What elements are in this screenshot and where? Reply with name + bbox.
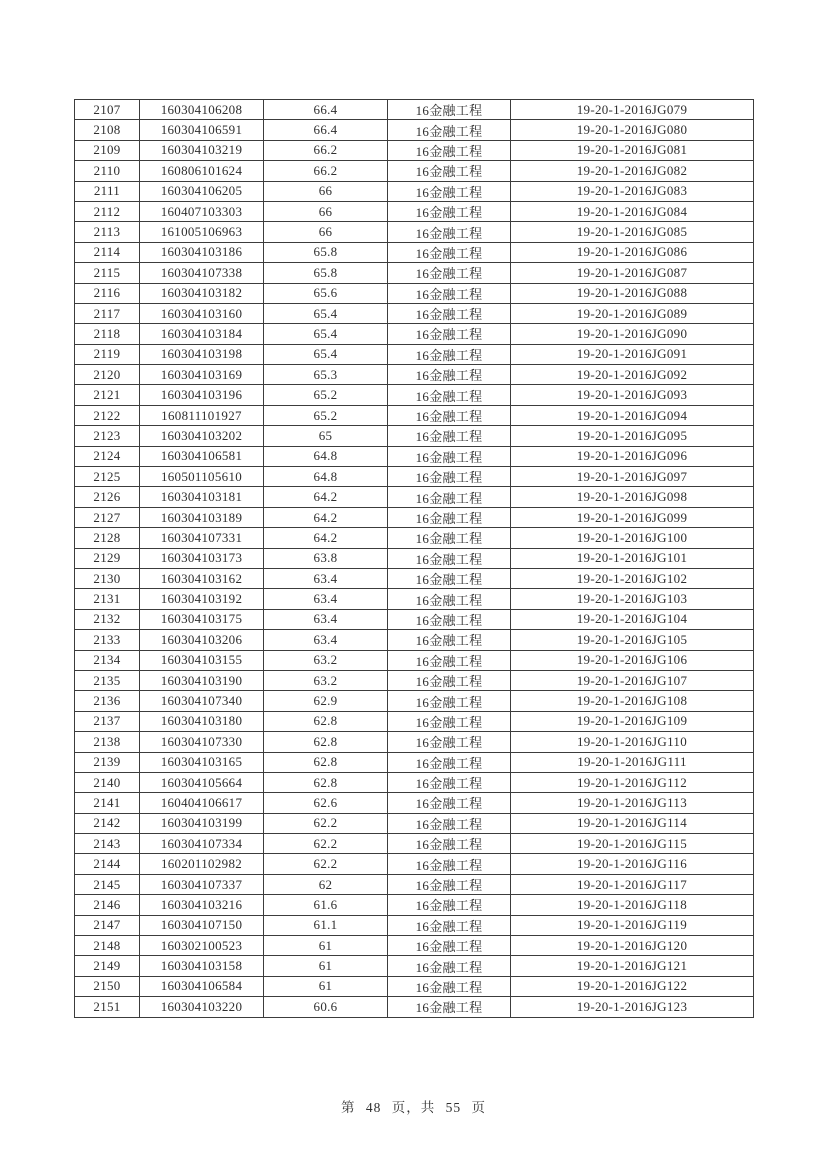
cell-student-id: 160404106617 xyxy=(140,793,264,813)
cell-serial: 2124 xyxy=(75,446,140,466)
table-row xyxy=(75,161,754,181)
cell-serial: 2128 xyxy=(75,528,140,548)
cell-major: 16金融工程 xyxy=(388,670,511,690)
table-row xyxy=(75,568,754,588)
cell-major: 16金融工程 xyxy=(388,915,511,935)
cell-certificate-no: 19-20-1-2016JG091 xyxy=(511,344,754,364)
cell-major: 16金融工程 xyxy=(388,405,511,425)
table-row xyxy=(75,528,754,548)
table-row xyxy=(75,936,754,956)
table-row xyxy=(75,140,754,160)
cell-major: 16金融工程 xyxy=(388,936,511,956)
cell-student-id: 160304105664 xyxy=(140,772,264,792)
table-row xyxy=(75,283,754,303)
table-row xyxy=(75,732,754,752)
cell-student-id: 160304103181 xyxy=(140,487,264,507)
table-row xyxy=(75,242,754,262)
cell-certificate-no: 19-20-1-2016JG123 xyxy=(511,997,754,1017)
cell-student-id: 160304107334 xyxy=(140,834,264,854)
cell-serial: 2120 xyxy=(75,365,140,385)
cell-serial: 2147 xyxy=(75,915,140,935)
cell-serial: 2130 xyxy=(75,568,140,588)
cell-major: 16金融工程 xyxy=(388,793,511,813)
cell-student-id: 160304103173 xyxy=(140,548,264,568)
cell-certificate-no: 19-20-1-2016JG095 xyxy=(511,426,754,446)
cell-serial: 2129 xyxy=(75,548,140,568)
cell-certificate-no: 19-20-1-2016JG079 xyxy=(511,100,754,120)
cell-major: 16金融工程 xyxy=(388,691,511,711)
cell-major: 16金融工程 xyxy=(388,426,511,446)
cell-certificate-no: 19-20-1-2016JG116 xyxy=(511,854,754,874)
cell-serial: 2108 xyxy=(75,120,140,140)
cell-student-id: 160304106208 xyxy=(140,100,264,120)
cell-major: 16金融工程 xyxy=(388,895,511,915)
cell-certificate-no: 19-20-1-2016JG114 xyxy=(511,813,754,833)
cell-student-id: 160304103180 xyxy=(140,711,264,731)
cell-student-id: 160304103189 xyxy=(140,507,264,527)
cell-major: 16金融工程 xyxy=(388,630,511,650)
cell-score: 66.4 xyxy=(264,100,388,120)
cell-major: 16金融工程 xyxy=(388,487,511,507)
cell-serial: 2110 xyxy=(75,161,140,181)
cell-student-id: 160304107340 xyxy=(140,691,264,711)
results-table-body xyxy=(75,100,754,1018)
table-row xyxy=(75,120,754,140)
cell-certificate-no: 19-20-1-2016JG105 xyxy=(511,630,754,650)
cell-certificate-no: 19-20-1-2016JG111 xyxy=(511,752,754,772)
cell-serial: 2136 xyxy=(75,691,140,711)
cell-certificate-no: 19-20-1-2016JG101 xyxy=(511,548,754,568)
table-row xyxy=(75,650,754,670)
cell-serial: 2107 xyxy=(75,100,140,120)
cell-major: 16金融工程 xyxy=(388,711,511,731)
cell-certificate-no: 19-20-1-2016JG084 xyxy=(511,201,754,221)
cell-student-id: 160304103162 xyxy=(140,568,264,588)
cell-score: 61.6 xyxy=(264,895,388,915)
results-table-grid xyxy=(74,99,754,1018)
cell-major: 16金融工程 xyxy=(388,446,511,466)
cell-certificate-no: 19-20-1-2016JG087 xyxy=(511,263,754,283)
cell-certificate-no: 19-20-1-2016JG082 xyxy=(511,161,754,181)
cell-serial: 2118 xyxy=(75,324,140,344)
table-row xyxy=(75,691,754,711)
cell-certificate-no: 19-20-1-2016JG098 xyxy=(511,487,754,507)
cell-serial: 2126 xyxy=(75,487,140,507)
cell-score: 62.9 xyxy=(264,691,388,711)
cell-certificate-no: 19-20-1-2016JG122 xyxy=(511,976,754,996)
cell-student-id: 160806101624 xyxy=(140,161,264,181)
table-row xyxy=(75,874,754,894)
table-row xyxy=(75,548,754,568)
cell-certificate-no: 19-20-1-2016JG086 xyxy=(511,242,754,262)
cell-score: 62.8 xyxy=(264,732,388,752)
table-row xyxy=(75,976,754,996)
cell-score: 61.1 xyxy=(264,915,388,935)
cell-score: 65.4 xyxy=(264,324,388,344)
table-row xyxy=(75,609,754,629)
cell-certificate-no: 19-20-1-2016JG083 xyxy=(511,181,754,201)
cell-serial: 2151 xyxy=(75,997,140,1017)
cell-student-id: 160304107330 xyxy=(140,732,264,752)
cell-score: 63.4 xyxy=(264,609,388,629)
cell-student-id: 160304106581 xyxy=(140,446,264,466)
table-row xyxy=(75,324,754,344)
cell-serial: 2149 xyxy=(75,956,140,976)
cell-score: 62 xyxy=(264,874,388,894)
cell-serial: 2123 xyxy=(75,426,140,446)
cell-student-id: 160304103192 xyxy=(140,589,264,609)
cell-major: 16金融工程 xyxy=(388,263,511,283)
cell-serial: 2122 xyxy=(75,405,140,425)
table-row xyxy=(75,467,754,487)
cell-serial: 2150 xyxy=(75,976,140,996)
cell-major: 16金融工程 xyxy=(388,201,511,221)
cell-student-id: 160304107338 xyxy=(140,263,264,283)
cell-serial: 2138 xyxy=(75,732,140,752)
cell-major: 16金融工程 xyxy=(388,140,511,160)
table-row xyxy=(75,813,754,833)
cell-major: 16金融工程 xyxy=(388,854,511,874)
cell-certificate-no: 19-20-1-2016JG118 xyxy=(511,895,754,915)
table-row xyxy=(75,507,754,527)
cell-serial: 2113 xyxy=(75,222,140,242)
cell-serial: 2109 xyxy=(75,140,140,160)
cell-certificate-no: 19-20-1-2016JG081 xyxy=(511,140,754,160)
cell-score: 62.8 xyxy=(264,772,388,792)
cell-major: 16金融工程 xyxy=(388,834,511,854)
cell-serial: 2117 xyxy=(75,303,140,323)
cell-certificate-no: 19-20-1-2016JG112 xyxy=(511,772,754,792)
cell-major: 16金融工程 xyxy=(388,548,511,568)
cell-certificate-no: 19-20-1-2016JG093 xyxy=(511,385,754,405)
cell-serial: 2112 xyxy=(75,201,140,221)
cell-major: 16金融工程 xyxy=(388,344,511,364)
cell-major: 16金融工程 xyxy=(388,161,511,181)
cell-score: 62.8 xyxy=(264,711,388,731)
cell-serial: 2121 xyxy=(75,385,140,405)
results-table xyxy=(74,99,753,1018)
cell-certificate-no: 19-20-1-2016JG096 xyxy=(511,446,754,466)
table-row xyxy=(75,303,754,323)
cell-score: 66.4 xyxy=(264,120,388,140)
cell-score: 64.8 xyxy=(264,467,388,487)
cell-major: 16金融工程 xyxy=(388,568,511,588)
cell-major: 16金融工程 xyxy=(388,752,511,772)
cell-certificate-no: 19-20-1-2016JG115 xyxy=(511,834,754,854)
cell-student-id: 160304103158 xyxy=(140,956,264,976)
cell-score: 63.2 xyxy=(264,650,388,670)
cell-score: 65.2 xyxy=(264,385,388,405)
table-row xyxy=(75,222,754,242)
cell-major: 16金融工程 xyxy=(388,732,511,752)
table-row xyxy=(75,752,754,772)
cell-score: 61 xyxy=(264,956,388,976)
table-row xyxy=(75,100,754,120)
cell-certificate-no: 19-20-1-2016JG109 xyxy=(511,711,754,731)
table-row xyxy=(75,405,754,425)
cell-serial: 2137 xyxy=(75,711,140,731)
cell-student-id: 160304103216 xyxy=(140,895,264,915)
cell-serial: 2127 xyxy=(75,507,140,527)
cell-serial: 2116 xyxy=(75,283,140,303)
cell-score: 62.2 xyxy=(264,813,388,833)
cell-major: 16金融工程 xyxy=(388,609,511,629)
cell-certificate-no: 19-20-1-2016JG085 xyxy=(511,222,754,242)
cell-major: 16金融工程 xyxy=(388,813,511,833)
cell-major: 16金融工程 xyxy=(388,874,511,894)
cell-score: 65.8 xyxy=(264,242,388,262)
cell-certificate-no: 19-20-1-2016JG119 xyxy=(511,915,754,935)
cell-score: 65.4 xyxy=(264,303,388,323)
cell-score: 62.2 xyxy=(264,834,388,854)
cell-score: 65.4 xyxy=(264,344,388,364)
table-row xyxy=(75,956,754,976)
cell-score: 61 xyxy=(264,976,388,996)
cell-major: 16金融工程 xyxy=(388,385,511,405)
cell-serial: 2125 xyxy=(75,467,140,487)
cell-serial: 2142 xyxy=(75,813,140,833)
cell-student-id: 160304103182 xyxy=(140,283,264,303)
cell-serial: 2144 xyxy=(75,854,140,874)
cell-major: 16金融工程 xyxy=(388,976,511,996)
cell-major: 16金融工程 xyxy=(388,589,511,609)
cell-certificate-no: 19-20-1-2016JG100 xyxy=(511,528,754,548)
table-row xyxy=(75,385,754,405)
cell-serial: 2119 xyxy=(75,344,140,364)
cell-serial: 2114 xyxy=(75,242,140,262)
table-row xyxy=(75,793,754,813)
cell-score: 62.8 xyxy=(264,752,388,772)
cell-major: 16金融工程 xyxy=(388,365,511,385)
table-row xyxy=(75,487,754,507)
cell-score: 64.2 xyxy=(264,528,388,548)
cell-certificate-no: 19-20-1-2016JG113 xyxy=(511,793,754,813)
cell-score: 63.4 xyxy=(264,630,388,650)
cell-score: 64.2 xyxy=(264,507,388,527)
cell-major: 16金融工程 xyxy=(388,181,511,201)
cell-serial: 2115 xyxy=(75,263,140,283)
cell-certificate-no: 19-20-1-2016JG080 xyxy=(511,120,754,140)
cell-major: 16金融工程 xyxy=(388,100,511,120)
cell-certificate-no: 19-20-1-2016JG097 xyxy=(511,467,754,487)
cell-certificate-no: 19-20-1-2016JG103 xyxy=(511,589,754,609)
cell-serial: 2131 xyxy=(75,589,140,609)
cell-score: 62.6 xyxy=(264,793,388,813)
cell-certificate-no: 19-20-1-2016JG099 xyxy=(511,507,754,527)
table-row xyxy=(75,854,754,874)
cell-student-id: 160304106205 xyxy=(140,181,264,201)
cell-major: 16金融工程 xyxy=(388,528,511,548)
table-row xyxy=(75,895,754,915)
cell-student-id: 160407103303 xyxy=(140,201,264,221)
cell-major: 16金融工程 xyxy=(388,772,511,792)
table-row xyxy=(75,711,754,731)
cell-certificate-no: 19-20-1-2016JG120 xyxy=(511,936,754,956)
cell-serial: 2145 xyxy=(75,874,140,894)
cell-score: 65.8 xyxy=(264,263,388,283)
cell-score: 66 xyxy=(264,201,388,221)
cell-certificate-no: 19-20-1-2016JG121 xyxy=(511,956,754,976)
cell-score: 65.2 xyxy=(264,405,388,425)
cell-certificate-no: 19-20-1-2016JG092 xyxy=(511,365,754,385)
cell-student-id: 160304103196 xyxy=(140,385,264,405)
cell-score: 66.2 xyxy=(264,161,388,181)
cell-certificate-no: 19-20-1-2016JG094 xyxy=(511,405,754,425)
cell-serial: 2143 xyxy=(75,834,140,854)
table-row xyxy=(75,344,754,364)
table-row xyxy=(75,181,754,201)
cell-score: 66 xyxy=(264,181,388,201)
table-row xyxy=(75,201,754,221)
cell-certificate-no: 19-20-1-2016JG089 xyxy=(511,303,754,323)
cell-student-id: 160304106584 xyxy=(140,976,264,996)
cell-student-id: 160304103198 xyxy=(140,344,264,364)
cell-student-id: 160304103160 xyxy=(140,303,264,323)
cell-major: 16金融工程 xyxy=(388,120,511,140)
cell-serial: 2148 xyxy=(75,936,140,956)
cell-certificate-no: 19-20-1-2016JG106 xyxy=(511,650,754,670)
table-row xyxy=(75,630,754,650)
cell-major: 16金融工程 xyxy=(388,467,511,487)
cell-major: 16金融工程 xyxy=(388,324,511,344)
cell-score: 65 xyxy=(264,426,388,446)
cell-serial: 2111 xyxy=(75,181,140,201)
cell-score: 63.4 xyxy=(264,568,388,588)
cell-serial: 2140 xyxy=(75,772,140,792)
cell-student-id: 160304103155 xyxy=(140,650,264,670)
cell-score: 63.2 xyxy=(264,670,388,690)
cell-major: 16金融工程 xyxy=(388,507,511,527)
cell-student-id: 160304103220 xyxy=(140,997,264,1017)
cell-student-id: 160304107337 xyxy=(140,874,264,894)
cell-serial: 2134 xyxy=(75,650,140,670)
cell-score: 63.8 xyxy=(264,548,388,568)
cell-score: 63.4 xyxy=(264,589,388,609)
cell-student-id: 160304103206 xyxy=(140,630,264,650)
cell-score: 62.2 xyxy=(264,854,388,874)
cell-serial: 2133 xyxy=(75,630,140,650)
cell-major: 16金融工程 xyxy=(388,303,511,323)
cell-major: 16金融工程 xyxy=(388,242,511,262)
cell-student-id: 160304106591 xyxy=(140,120,264,140)
cell-score: 65.3 xyxy=(264,365,388,385)
table-row xyxy=(75,589,754,609)
cell-serial: 2146 xyxy=(75,895,140,915)
cell-student-id: 160302100523 xyxy=(140,936,264,956)
table-row xyxy=(75,263,754,283)
cell-student-id: 160501105610 xyxy=(140,467,264,487)
cell-student-id: 160811101927 xyxy=(140,405,264,425)
cell-student-id: 160304103165 xyxy=(140,752,264,772)
cell-student-id: 160304103169 xyxy=(140,365,264,385)
cell-certificate-no: 19-20-1-2016JG090 xyxy=(511,324,754,344)
cell-serial: 2141 xyxy=(75,793,140,813)
cell-student-id: 161005106963 xyxy=(140,222,264,242)
cell-score: 61 xyxy=(264,936,388,956)
table-row xyxy=(75,834,754,854)
table-row xyxy=(75,446,754,466)
cell-certificate-no: 19-20-1-2016JG117 xyxy=(511,874,754,894)
cell-certificate-no: 19-20-1-2016JG110 xyxy=(511,732,754,752)
cell-student-id: 160304103184 xyxy=(140,324,264,344)
cell-student-id: 160201102982 xyxy=(140,854,264,874)
cell-student-id: 160304103175 xyxy=(140,609,264,629)
cell-student-id: 160304103190 xyxy=(140,670,264,690)
cell-score: 64.8 xyxy=(264,446,388,466)
cell-certificate-no: 19-20-1-2016JG104 xyxy=(511,609,754,629)
cell-certificate-no: 19-20-1-2016JG107 xyxy=(511,670,754,690)
cell-score: 66.2 xyxy=(264,140,388,160)
cell-major: 16金融工程 xyxy=(388,650,511,670)
table-row xyxy=(75,670,754,690)
cell-score: 60.6 xyxy=(264,997,388,1017)
cell-major: 16金融工程 xyxy=(388,997,511,1017)
cell-student-id: 160304103199 xyxy=(140,813,264,833)
cell-certificate-no: 19-20-1-2016JG102 xyxy=(511,568,754,588)
cell-student-id: 160304103219 xyxy=(140,140,264,160)
cell-major: 16金融工程 xyxy=(388,222,511,242)
cell-certificate-no: 19-20-1-2016JG108 xyxy=(511,691,754,711)
cell-major: 16金融工程 xyxy=(388,283,511,303)
cell-score: 64.2 xyxy=(264,487,388,507)
cell-serial: 2139 xyxy=(75,752,140,772)
table-row xyxy=(75,365,754,385)
table-row xyxy=(75,915,754,935)
cell-serial: 2132 xyxy=(75,609,140,629)
table-row xyxy=(75,997,754,1017)
cell-student-id: 160304107150 xyxy=(140,915,264,935)
cell-score: 65.6 xyxy=(264,283,388,303)
cell-serial: 2135 xyxy=(75,670,140,690)
cell-student-id: 160304103202 xyxy=(140,426,264,446)
cell-major: 16金融工程 xyxy=(388,956,511,976)
cell-student-id: 160304107331 xyxy=(140,528,264,548)
cell-student-id: 160304103186 xyxy=(140,242,264,262)
cell-certificate-no: 19-20-1-2016JG088 xyxy=(511,283,754,303)
table-row xyxy=(75,772,754,792)
table-row xyxy=(75,426,754,446)
page-number-footer: 第 48 页，共 55 页 xyxy=(341,1100,486,1115)
cell-score: 66 xyxy=(264,222,388,242)
